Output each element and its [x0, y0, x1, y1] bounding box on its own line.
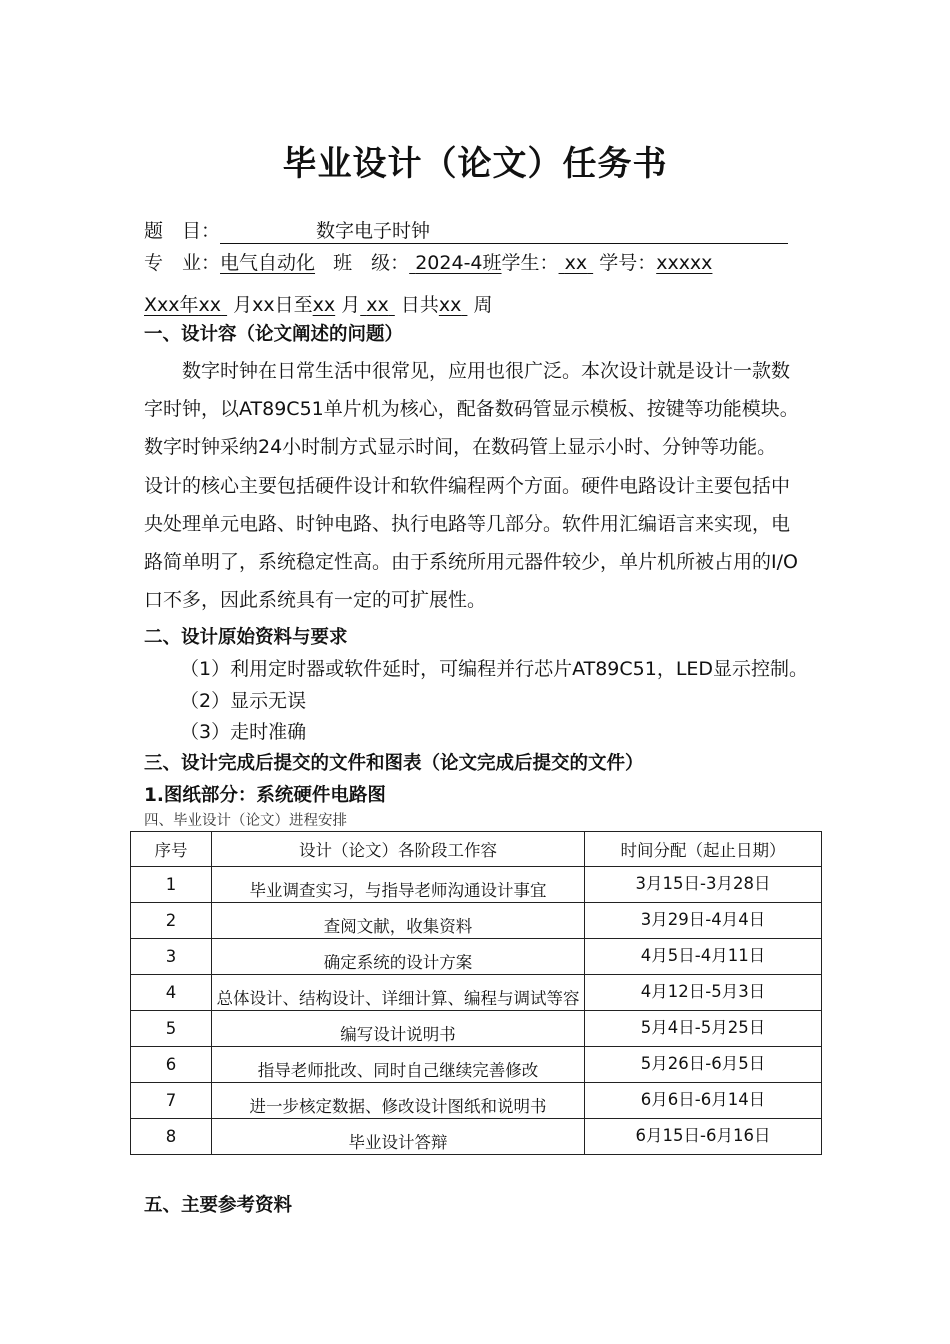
- student-value: xx: [564, 252, 588, 274]
- document-title: 毕业设计（论文）任务书: [282, 144, 668, 184]
- weeks-label: 周: [473, 294, 493, 316]
- table-row: [131, 1011, 822, 1047]
- class-value: 2024-4班: [415, 252, 502, 274]
- row-task: 查阅文献，收集资料: [323, 916, 473, 936]
- row-task: 编写设计说明书: [340, 1024, 456, 1044]
- month2-value: xx: [312, 294, 336, 316]
- day2-value: xx: [366, 294, 389, 316]
- header-cell-no: 序号: [131, 832, 212, 867]
- row-period: 6月15日-6月16日: [635, 1125, 771, 1145]
- requirement-item: （2）显示无误: [180, 690, 307, 712]
- section3-heading: 三、设计完成后提交的文件和图表（论文完成后提交的文件）: [144, 753, 644, 774]
- student-label: 学生：: [501, 252, 559, 274]
- day1-label: 日至: [274, 294, 313, 316]
- section1-body: [144, 352, 810, 619]
- topic-value: 数字电子时钟: [316, 220, 431, 242]
- row-no: 3: [131, 939, 212, 975]
- topic-row: [144, 216, 788, 244]
- row-no: 6: [131, 1047, 212, 1083]
- year-label: 年: [179, 294, 199, 316]
- info-row: [144, 248, 712, 275]
- topic-label: 题 目：: [144, 220, 221, 242]
- day2-label: 日共: [400, 294, 439, 316]
- row-no: 4: [131, 975, 212, 1011]
- section3-subheading: 1.图纸部分：系统硬件电路图: [144, 785, 386, 806]
- section2-heading: 二、设计原始资料与要求: [144, 627, 348, 648]
- requirement-item: （3）走时准确: [180, 721, 307, 743]
- requirement-item: （1）利用定时器或软件延时，可编程并行芯片AT89C51，LED显示控制。: [180, 658, 809, 680]
- header-cell-task: 设计（论文）各阶段工作容: [212, 832, 585, 867]
- row-period: 3月15日-3月28日: [635, 873, 771, 893]
- row-task: 确定系统的设计方案: [323, 952, 473, 972]
- table-row: [131, 903, 822, 939]
- section1-line: 央处理单元电路、时钟电路、执行电路等几部分。软件用汇编语言来实现，电: [144, 512, 791, 535]
- table-row: [131, 1047, 822, 1083]
- table-row: [131, 939, 822, 975]
- section1-line: 口不多，因此系统具有一定的可扩展性。: [144, 589, 487, 612]
- row-task: 毕业设计答辩: [348, 1132, 448, 1152]
- year-value: Xxx: [144, 294, 180, 316]
- table-header-row: [131, 832, 822, 867]
- table-row: [131, 1083, 822, 1119]
- table-row: [131, 1119, 822, 1155]
- month1-value-a: xx: [198, 294, 222, 316]
- section1-heading: 一、设计容（论文阐述的问题）: [144, 324, 404, 345]
- row-no: 8: [131, 1119, 212, 1155]
- schedule-table: [130, 831, 822, 1155]
- table-row: [131, 867, 822, 903]
- header-cell-period: 时间分配（起止日期）: [585, 832, 822, 867]
- row-period: 3月29日-4月4日: [640, 909, 766, 929]
- topic-field: [220, 216, 788, 244]
- section1-line: 字时钟，以AT89C51单片机为核心，配备数码管显示模板、按键等功能模块。: [144, 398, 799, 421]
- row-period: 6月6日-6月14日: [640, 1089, 766, 1109]
- section1-line: 路简单明了，系统稳定性高。由于系统所用元器件较少，单片机所被占用的I/O: [144, 551, 798, 574]
- section1-line: 数字时钟在日常生活中很常见，应用也很广泛。本次设计就是设计一款数: [144, 360, 791, 382]
- section5-heading: 五、主要参考资料: [144, 1195, 293, 1216]
- row-task: 进一步核定数据、修改设计图纸和说明书: [249, 1096, 547, 1116]
- row-period: 5月4日-5月25日: [640, 1017, 766, 1037]
- section1-line: 设计的核心主要包括硬件设计和软件编程两个方面。硬件电路设计主要包括中: [144, 474, 791, 497]
- schedule-caption: 四、毕业设计（论文）进程安排: [144, 813, 347, 829]
- row-task: 毕业调查实习，与指导老师沟通设计事宜: [249, 880, 547, 900]
- row-period: 4月12日-5月3日: [640, 981, 766, 1001]
- day1-value: xx: [252, 294, 275, 316]
- class-label: 班 级：: [333, 252, 410, 274]
- date-row: [144, 290, 492, 317]
- section1-line: 数字时钟采纳24小时制方式显示时间，在数码管上显示小时、分钟等功能。: [144, 436, 777, 459]
- row-task: 指导老师批改、同时自己继续完善修改: [257, 1060, 539, 1080]
- row-no: 1: [131, 867, 212, 903]
- row-no: 5: [131, 1011, 212, 1047]
- row-task: 总体设计、结构设计、详细计算、编程与调试等容: [216, 988, 580, 1008]
- major-value: 电气自动化: [220, 252, 316, 274]
- row-period: 4月5日-4月11日: [640, 945, 766, 965]
- weeks-value: xx: [438, 294, 462, 316]
- major-label: 专 业：: [144, 252, 221, 274]
- row-no: 7: [131, 1083, 212, 1119]
- month1-label: 月: [233, 294, 253, 316]
- student-id-value: xxxxx: [656, 252, 713, 274]
- month2-label: 月: [341, 294, 361, 316]
- table-row: [131, 975, 822, 1011]
- student-id-label: 学号：: [599, 252, 657, 274]
- row-no: 2: [131, 903, 212, 939]
- row-period: 5月26日-6月5日: [640, 1053, 766, 1073]
